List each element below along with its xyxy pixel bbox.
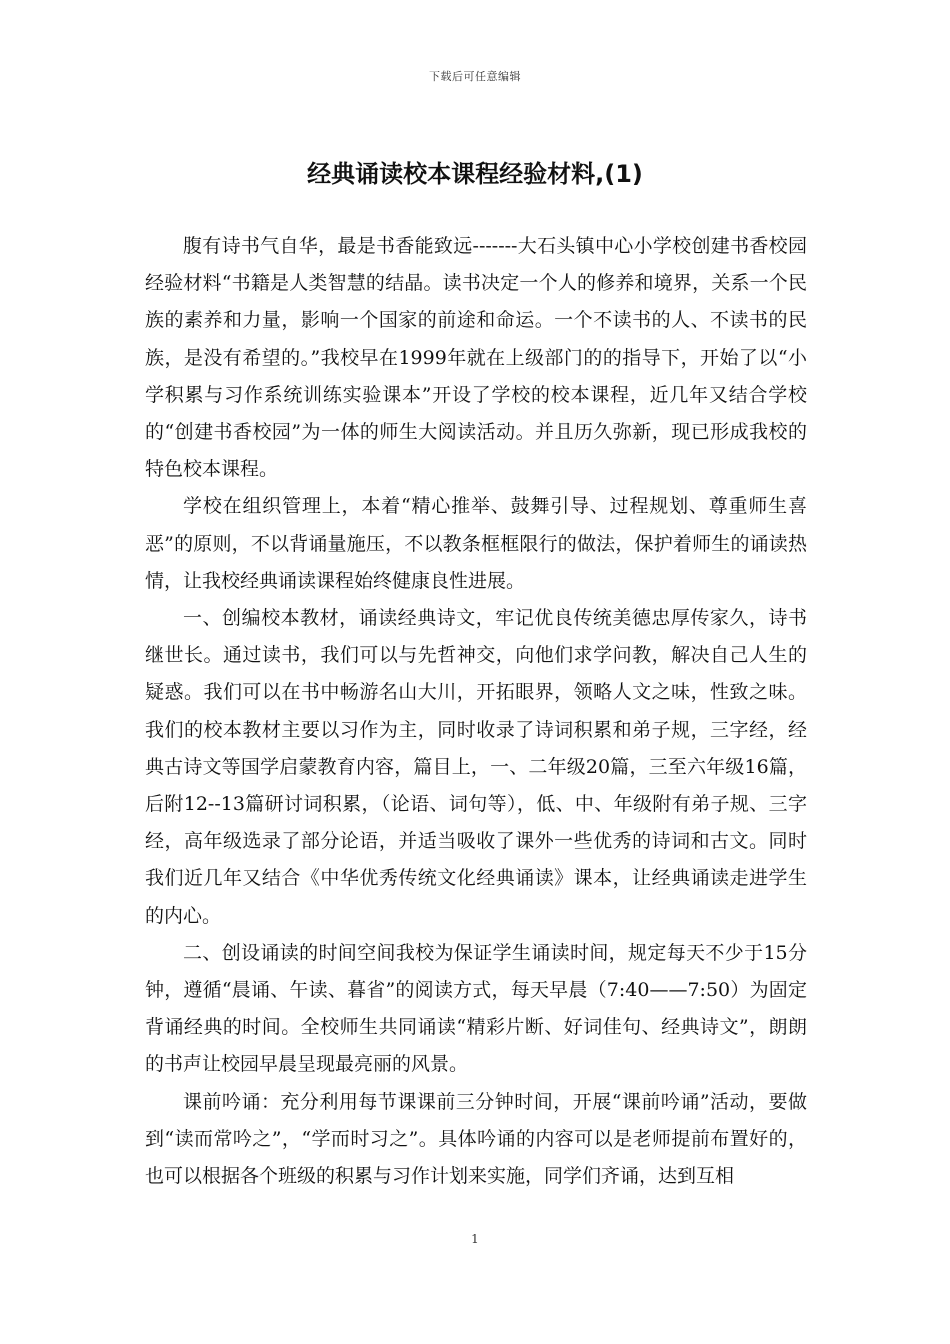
page-header-note: 下载后可任意编辑 bbox=[429, 70, 521, 83]
body-paragraph-4: 二、创设诵读的时间空间我校为保证学生诵读时间，规定每天不少于15分钟，遵循“晨诵、午读、暮省”的阅读方式，每天早晨（7:40——7:50）为固定背诵经典的时间。全校师生共同诵读“精彩片断、好词佳句、经典诗文”，朗朗的书声让校园早晨呈现最亮丽的风景。 bbox=[145, 941, 807, 1076]
body-paragraph-1: 腹有诗书气自华，最是书香能致远-------大石头镇中心小学校创建书香校园经验材料“书籍是人类智慧的结晶。读书决定一个人的修养和境界，关系一个民族的素养和力量，影响一个国家的前途和命运。一个不读书的人、不读书的民族，是没有希望的。”我校早在1999年就在上级部门的的指导下，开始了以“小学积累与习作系统训练实验课本”开设了学校的校本课程，近几年又结合学校的“创建书香校园”为一体的师生大阅读活动。并且历久弥新，现已形成我校的特色校本课程。 bbox=[145, 235, 807, 481]
body-paragraph-3: 一、创编校本教材，诵读经典诗文，牢记优良传统美德忠厚传家久，诗书继世长。通过读书，我们可以与先哲神交，向他们求学问教，解决自己人生的疑惑。我们可以在书中畅游名山大川，开拓眼界，领略人文之味，性致之味。我们的校本教材主要以习作为主，同时收录了诗词积累和弟子规，三字经，经典古诗文等国学启蒙教育内容，篇目上，一、二年级20篇，三至六年级16篇，后附12--13篇研讨词积累，（论语、词句等），低、中、年级附有弟子规、三字经，高年级选录了部分论语，并适当吸收了课外一些优秀的诗词和古文。同时我们近几年又结合《中华优秀传统文化经典诵读》课本，让经典诵读走进学生的内心。 bbox=[145, 607, 807, 927]
document-body bbox=[145, 228, 807, 1195]
page-number: 1 bbox=[471, 1232, 479, 1246]
document-title: 经典诵读校本课程经验材料,(1) bbox=[307, 160, 643, 188]
body-paragraph-2: 学校在组织管理上，本着“精心推举、鼓舞引导、过程规划、尊重师生喜恶”的原则，不以背诵量施压，不以教条框框限行的做法，保护着师生的诵读热情，让我校经典诵读课程始终健康良性进展。 bbox=[145, 495, 807, 592]
body-paragraph-5: 课前吟诵：充分利用每节课课前三分钟时间，开展“课前吟诵”活动，要做到“读而常吟之”，“学而时习之”。具体吟诵的内容可以是老师提前布置好的，也可以根据各个班级的积累与习作计划来实施，同学们齐诵，达到互相 bbox=[145, 1090, 807, 1188]
